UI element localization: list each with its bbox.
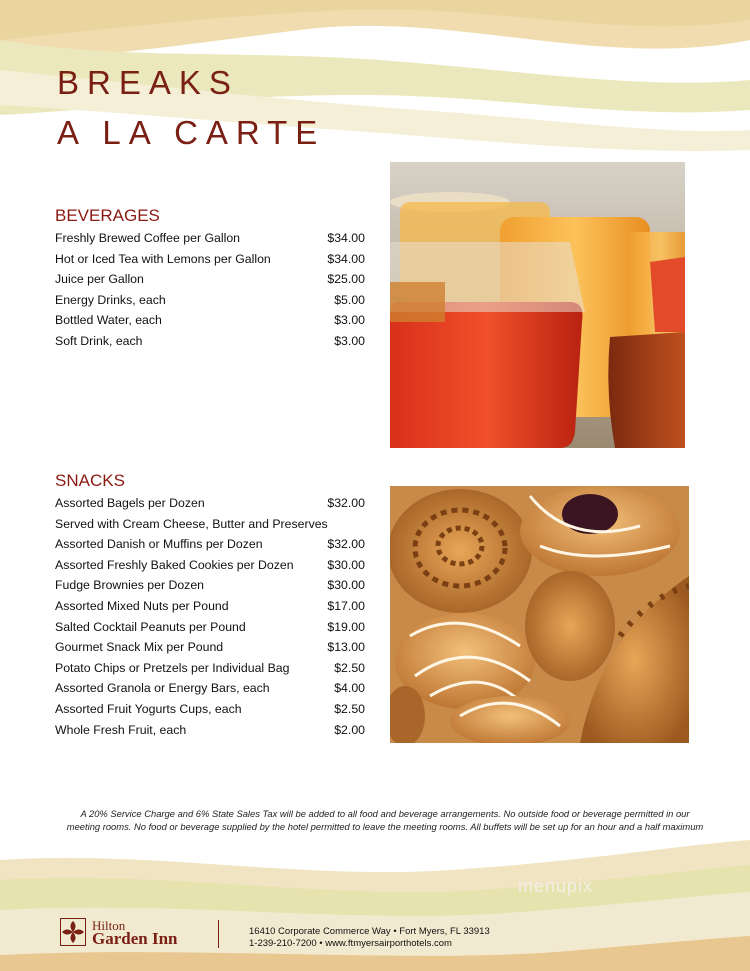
list-item — [55, 637, 365, 658]
item-name: Whole Fresh Fruit, each — [55, 722, 187, 737]
hotel-address — [249, 926, 490, 950]
item-price: $4.00 — [334, 681, 365, 696]
list-item — [55, 575, 365, 596]
item-price: $25.00 — [327, 272, 365, 287]
beverages-list — [55, 228, 365, 352]
item-price: $30.00 — [327, 557, 365, 572]
list-item — [55, 534, 365, 555]
divider — [218, 920, 219, 948]
item-name: Assorted Bagels per Dozen — [55, 496, 205, 510]
address-line-2: 1-239-210-7200 • www.ftmyersairporthotels.com — [249, 938, 452, 949]
list-item — [55, 228, 365, 249]
item-price: $34.00 — [327, 231, 365, 245]
list-item — [55, 290, 365, 311]
item-price: $2.50 — [334, 701, 365, 716]
list-item — [55, 493, 365, 514]
item-name: Juice per Gallon — [55, 272, 144, 287]
item-price: $17.00 — [327, 598, 365, 613]
item-name: Assorted Mixed Nuts per Pound — [55, 598, 229, 613]
snacks-list — [55, 493, 365, 740]
title-line-2: A LA CARTE — [57, 114, 326, 151]
item-name: Bottled Water, each — [55, 313, 162, 328]
list-item — [55, 596, 365, 617]
list-item — [55, 249, 365, 270]
footnote-line-1: A 20% Service Charge and 6% State Sales Tax will be added to all food and beverage arrangements. No outside food or beverage permitted in our — [80, 808, 690, 819]
list-item — [55, 269, 365, 290]
item-price: $19.00 — [327, 619, 365, 634]
item-name: Assorted Granola or Energy Bars, each — [55, 681, 270, 696]
list-item — [55, 555, 365, 576]
list-item — [55, 617, 365, 638]
item-name: Served with Cream Cheese, Butter and Preserves — [55, 516, 328, 531]
item-price: $34.00 — [327, 251, 365, 266]
watermark: menupix — [518, 876, 594, 896]
item-price: $3.00 — [334, 333, 365, 348]
item-name: Soft Drink, each — [55, 333, 143, 348]
item-name: Assorted Freshly Baked Cookies per Dozen — [55, 557, 294, 572]
list-item — [55, 331, 365, 352]
title-line-1: BREAKS — [57, 64, 239, 101]
logo-line-1: Hilton — [92, 918, 126, 933]
item-price: $32.00 — [327, 496, 365, 510]
item-name: Assorted Danish or Muffins per Dozen — [55, 537, 263, 552]
juice-glasses-photo — [390, 162, 685, 448]
list-item — [55, 720, 365, 741]
service-charge-note — [40, 807, 730, 833]
list-item — [55, 678, 365, 699]
item-name: Potato Chips or Pretzels per Individual Bag — [55, 660, 290, 675]
logo-line-2: Garden Inn — [92, 929, 178, 948]
item-name: Hot or Iced Tea with Lemons per Gallon — [55, 251, 271, 266]
address-line-1: 16410 Corporate Commerce Way • Fort Myers, FL 33913 — [249, 926, 490, 937]
snacks-heading: SNACKS — [55, 471, 125, 490]
pastries-photo — [390, 486, 689, 743]
item-price: $2.50 — [334, 660, 365, 675]
flower-logo-icon — [60, 918, 86, 946]
list-item — [55, 514, 365, 535]
item-price: $30.00 — [327, 578, 365, 593]
item-price: $3.00 — [334, 313, 365, 328]
item-name: Gourmet Snack Mix per Pound — [55, 640, 224, 655]
item-price: $2.00 — [334, 722, 365, 737]
item-name: Freshly Brewed Coffee per Gallon — [55, 231, 240, 245]
item-price: $5.00 — [334, 292, 365, 307]
item-name: Energy Drinks, each — [55, 292, 166, 307]
item-price: $13.00 — [327, 640, 365, 655]
hotel-logo — [60, 918, 178, 946]
item-price: $32.00 — [327, 537, 365, 552]
beverages-heading: BEVERAGES — [55, 206, 160, 225]
footnote-line-2: meeting rooms. No food or beverage supplied by the hotel permitted to leave the meeting rooms. All buffets will be set up for an hour and a half maximum — [66, 821, 704, 832]
item-name: Salted Cocktail Peanuts per Pound — [55, 619, 246, 634]
item-name: Assorted Fruit Yogurts Cups, each — [55, 701, 242, 716]
list-item — [55, 699, 365, 720]
list-item — [55, 310, 365, 331]
item-name: Fudge Brownies per Dozen — [55, 578, 205, 593]
list-item — [55, 658, 365, 679]
